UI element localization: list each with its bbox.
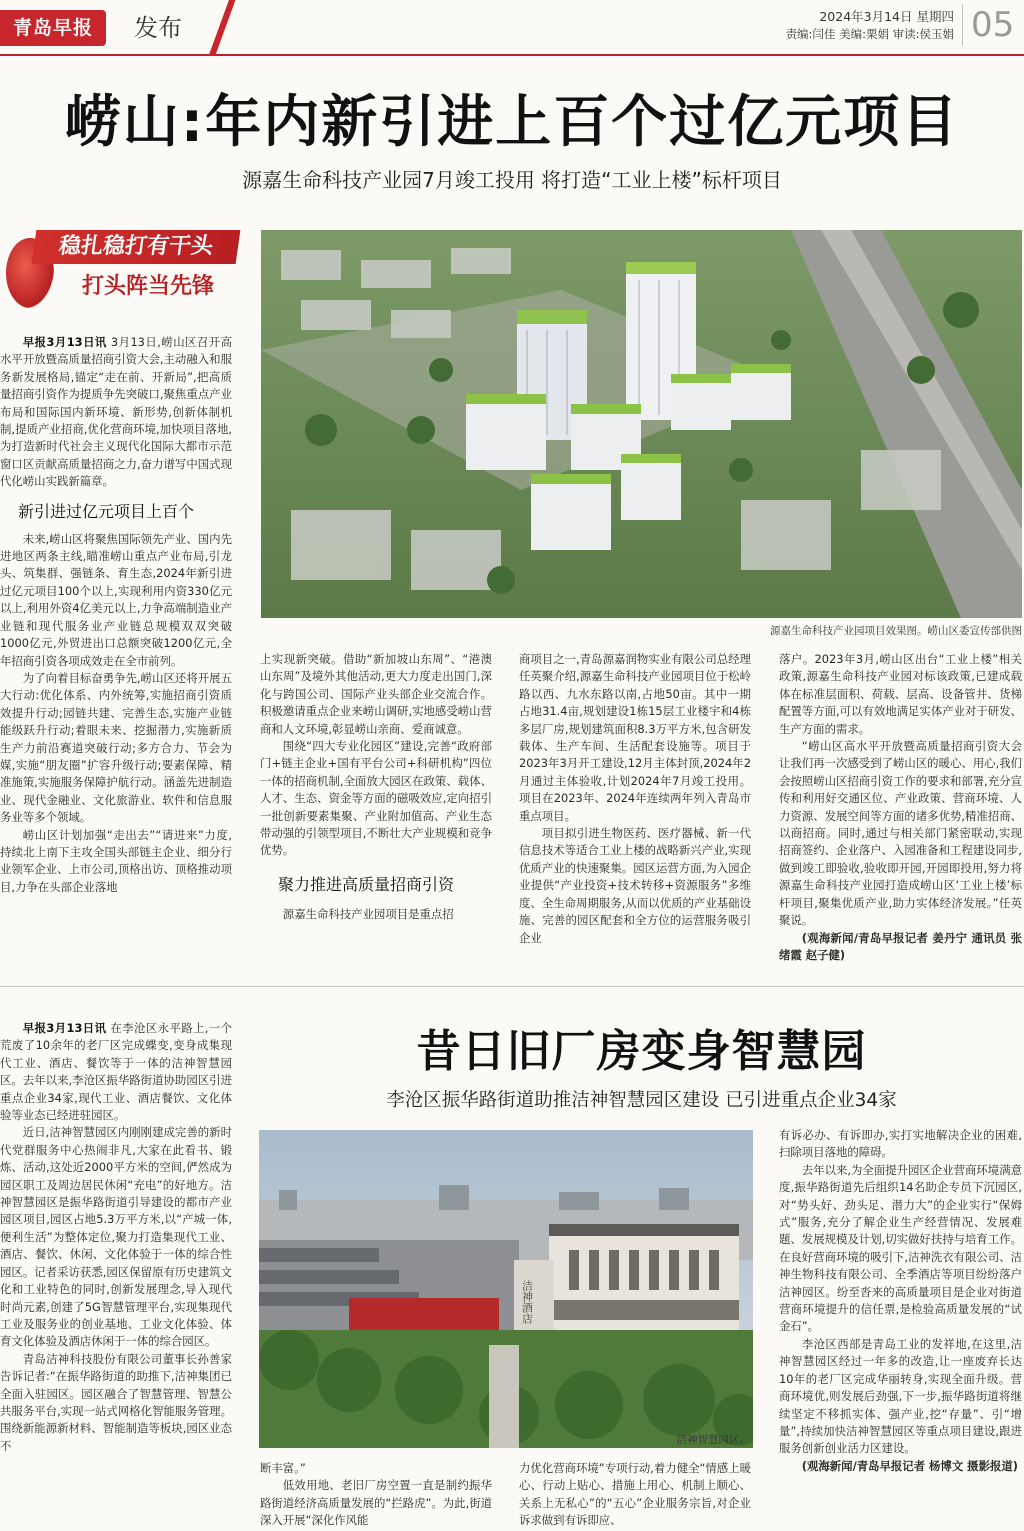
newspaper-logo: 青岛早报: [0, 10, 106, 46]
article1-col1-p4: 崂山区计划加强“走出去”“请进来”力度,持续北上南下主攻全国头部链主企业、细分行业领军企业、上市公司,顶格出访、顶格推动项目,力争在头部企业落地: [0, 827, 232, 894]
smart-park-illustration: [259, 1130, 753, 1448]
article1-col3-p1: 商项目之一,青岛源嘉润物实业有限公司总经理任英聚介绍,源嘉生命科技产业园项目位于松岭路以西、九水东路以南,占地50亩。其中一期占地31.4亩,规划建设1栋15层工业楼宇和4栋多层厂房,规划建筑面积8.3万平方米,包含研发载体、生产车间、生活配套设施等。项目于2023年3月开工建设,12月主体封顶,2024年2月通过主体验收,计划2024年7月竣工投用。项目在2023年、2024年连续两年列入青岛市重点项目。: [519, 652, 751, 823]
article2-col1-p2: 近日,洁神智慧园区内刚刚建成完善的新时代党群服务中心热闹非凡,大家在此看书、锻炼、活动,这处近2000平方米的空间,俨然成为园区职工及周边居民休闲“充电”的好地方。洁神智慧园区是振华路街道引导建设的都市产业园区项目,园区占地5.3万平方米,以“产城一体,便利生活”为整体定位,聚力打造集现代工业、酒店、餐饮、休闲、文化体验于一体的综合性园区。记者采访获悉,园区保留原有历史建筑文化和工业特色的同时,创新发展理念,导入现代时尚元素,创建了5G智慧管理平台,实现集现代工业及服务业的创业基地、工业文化体验、体育文化体验及酒店休闲于一体的综合园区。: [0, 1125, 232, 1349]
smart-park-photo: [259, 1130, 753, 1448]
article1-subheadline: 源嘉生命科技产业园7月竣工投用 将打造“工业上楼”标杆项目: [242, 168, 782, 192]
article2-col1-p3: 青岛洁神科技股份有限公司董事长孙善家告诉记者:“在振华路街道的助推下,洁神集团已全面入驻园区。园区融合了智慧管理、智慧公共服务平台,实现一站式网格化智能服务管理。围绕新能源新材料、智能制造等板块,园区业态不: [0, 1351, 232, 1453]
article2-col2-p1: 断丰富。”: [260, 1461, 306, 1475]
section-name: 发布: [134, 14, 182, 42]
article2-col2-p2: 低效用地、老旧厂房空置一直是制约振华路街道经济高质量发展的“拦路虎”。为此,街道深入开展“深化作风能: [260, 1478, 492, 1528]
article1-credit: (观海新闻/青岛早报记者 姜丹宁 通讯员 张绪霞 赵子健): [779, 930, 1022, 962]
article1-col1-p1: 3月13日,崂山区召开高水平开放暨高质量招商引资大会,主动融入和服务新发展格局,锚定“走在前、开新局”,把高质量招商引资作为提质争先突破口,聚焦重点产业布局和国际国内新环境、新形势,创新体制机制,提质产业招商,优化营商环境,加快项目落地,为打造新时代社会主义现代化国际大都市示范窗口区贡献高质量招商之力,奋力谱写中国式现代化崂山实践新篇章。: [0, 335, 232, 489]
badge-line2: 打头阵当先锋: [81, 274, 214, 299]
article2-photo-caption: 洁神智慧园区。: [676, 1434, 750, 1446]
issue-date: 2024年3月14日 星期四: [819, 9, 954, 24]
industrial-park-rendering: [261, 230, 1022, 618]
article1-col3-p2: 项目拟引进生物医药、医疗器械、新一代信息技术等适合工业上楼的战略新兴产业,实现优质产业的快速聚集。园区运营方面,为入园企业提供“产业投资+技术转移+资源服务”多维度、全生命周期服务,从而以优质的产业基础设施、完善的园区配套和全方位的运营服务吸引企业: [519, 826, 751, 945]
article1-col2-p2: 围绕“四大专业化园区”建设,完善“政府部门+链主企业+国有平台公司+科研机构”四位一体的招商机制,全面放大园区在政策、载体、人才、生态、资金等方面的磁吸效应,定向招引一批创新要素集聚、产业附加值高、产业生态带动强的引领型项目,不断壮大产业规模和竞争优势。: [260, 739, 492, 858]
article1-col2-p3: 源嘉生命科技产业园项目是重点招: [282, 906, 454, 921]
hotel-sign: 洁神酒店: [520, 1280, 534, 1324]
article2-headline: 昔日旧厂房变身智慧园: [416, 1026, 867, 1077]
header-slant-decoration: [206, 0, 236, 56]
article2-credit: (观海新闻/青岛早报记者 杨博文 摄影报道): [801, 1458, 1018, 1473]
article1-col1-p2: 未来,崂山区将聚焦国际领先产业、国内先进地区两条主线,瞄准崂山重点产业布局,引龙头、筑集群、强链条、育生态,2024年新引进过亿元项目100个以上,实现利用内资330亿元以上,利用外资4亿美元以上,力争高端制造业产业链和现代服务业产业链总规模双双突破1000亿元,外贸进出口总额突破1200亿元,全年招商引资各项成效走在全市前列。: [0, 531, 232, 668]
article1-column2: [260, 651, 492, 974]
page-number: 05: [962, 4, 1014, 46]
article1-subhead1: 新引进过亿元项目上百个: [18, 501, 195, 521]
editor-credits: 责编:闫佳 美编:栗娟 审读:侯玉娟: [785, 27, 954, 41]
article2-col1-p1: 在李沧区永平路上,一个荒废了10余年的老厂区完成蝶变,变身成集现代工业、酒店、餐饮等于一体的洁神智慧园区。去年以来,李沧区振华路街道协助园区引进重点企业34家,现代工业、酒店餐饮、文化体验等业态已经进驻园区。: [0, 1021, 232, 1123]
article2-column1: [0, 1020, 232, 1530]
badge-line1: 稳扎稳打有干头: [32, 230, 241, 264]
article2-column2: [260, 1460, 492, 1530]
article1-column3: [519, 651, 751, 974]
article1-col2-p1: 上实现新突破。借助“新加坡山东周”、“港澳山东周”及境外其他活动,更大力度走出国门,深化与跨国公司、国际产业头部企业交流合作。积极邀请重点企业来崂山调研,实地感受崂山营商和人文环境,彰显崂山亲商、爱商诚意。: [260, 652, 492, 736]
article2-col3-p1: 力优化营商环境”专项行动,着力健全“情感上暖心、行动上贴心、措施上用心、机制上顺心、关系上无私心”的“五心”企业服务宗旨,对企业诉求做到有诉即应、: [519, 1461, 751, 1528]
article1-col4-p1: 落户。2023年3月,崂山区出台“工业上楼”相关政策,源嘉生命科技产业园对标该政策,已建成载体在标准层面积、荷载、层高、设备管井、货梯配置等方面,可以有效地满足实体产业对于研发、生产方面的需求。: [779, 652, 1022, 736]
article2-dateline: 早报3月13日讯: [22, 1021, 107, 1035]
article1-dateline: 早报3月13日讯: [22, 335, 107, 349]
park-aerial-illustration: [261, 230, 1022, 618]
article1-column4: [779, 651, 1022, 974]
article-divider: [0, 986, 1024, 987]
article2-column3: [519, 1460, 751, 1530]
campaign-badge: [6, 228, 242, 312]
article1-col4-p2: “崂山区高水平开放暨高质量招商引资大会让我们再一次感受到了崂山区的暖心、用心,我们会按照崂山区招商引资工作的要求和部署,充分宣传和利用好交通区位、产业政策、营商环境、人力资源、发展空间等方面的诸多优势,精准招商、以商招商。同时,通过与相关部门紧密联动,实现招商签约、企业落户、入园准备和工程建设同步,做到竣工即验收,验收即开园,开园即投用,努力将源嘉生命科技产业园打造成崂山区‘工业上楼’标杆项目,聚集优质产业,助力实体经济发展。”任英聚说。: [779, 739, 1022, 928]
article2-col4-p2: 去年以来,为全面提升园区企业营商环境满意度,振华路街道先后组织14名助企专员下沉园区,对“势头好、劲头足、潜力大”的企业实行“保姆式”服务,充分了解企业生产经营情况、发展难题、发展规模及计划,切实做好扶持与培育工作。在良好营商环境的吸引下,洁神洗衣有限公司、洁神生物科技有限公司、全季酒店等项目纷纷落户洁神园区。纷至沓来的高质量项目是企业对街道营商环境提升的信任票,是检验高质量发展的“试金石”。: [779, 1162, 1022, 1334]
article1-col1-p3: 为了向着目标奋勇争先,崂山区还将开展五大行动:优化体系、内外统筹,实施招商引资质效提升行动;园链共建、完善生态,实施产业链能级跃升行动;着眼未来、挖掘潜力,实施新质生产力前沿赛道突破行动;多方合力、节会为媒,实施“朋友圈”扩容升级行动;要素保障、精准施策,实施服务保障护航行动。涵盖先进制造业、现代金融业、文化旅游业、软件和信息服务业等多个领域。: [0, 670, 232, 825]
article2-col4-p1: 有诉必办、有诉即办,实打实地解决企业的困难,扫除项目落地的障碍。: [779, 1128, 1022, 1160]
article1-photo-caption: 源嘉生命科技产业园项目效果图。崂山区委宣传部供图: [770, 625, 1022, 637]
article2-col4-p3: 李沧区西部是青岛工业的发祥地,在这里,洁神智慧园区经过一年多的改造,让一座废弃长达10年的老厂区完成华丽转身,实现全面升级。营商环境优,则发展后劲强,下一步,振华路街道将继续坚定不移抓实体、强产业,挖“存量”、引“增量”,持续加快洁神智慧园区等重点项目建设,跟进服务创新创业活力区建设。: [779, 1336, 1022, 1456]
article1-column1: [0, 334, 232, 974]
article2-subheadline: 李沧区振华路街道助推洁神智慧园区建设 已引进重点企业34家: [386, 1090, 897, 1111]
article1-headline: 崂山:年内新引进上百个过亿元项目: [64, 90, 960, 155]
article2-column4: [779, 1127, 1022, 1530]
article1-subhead2: 聚力推进高质量招商引资: [278, 874, 455, 894]
